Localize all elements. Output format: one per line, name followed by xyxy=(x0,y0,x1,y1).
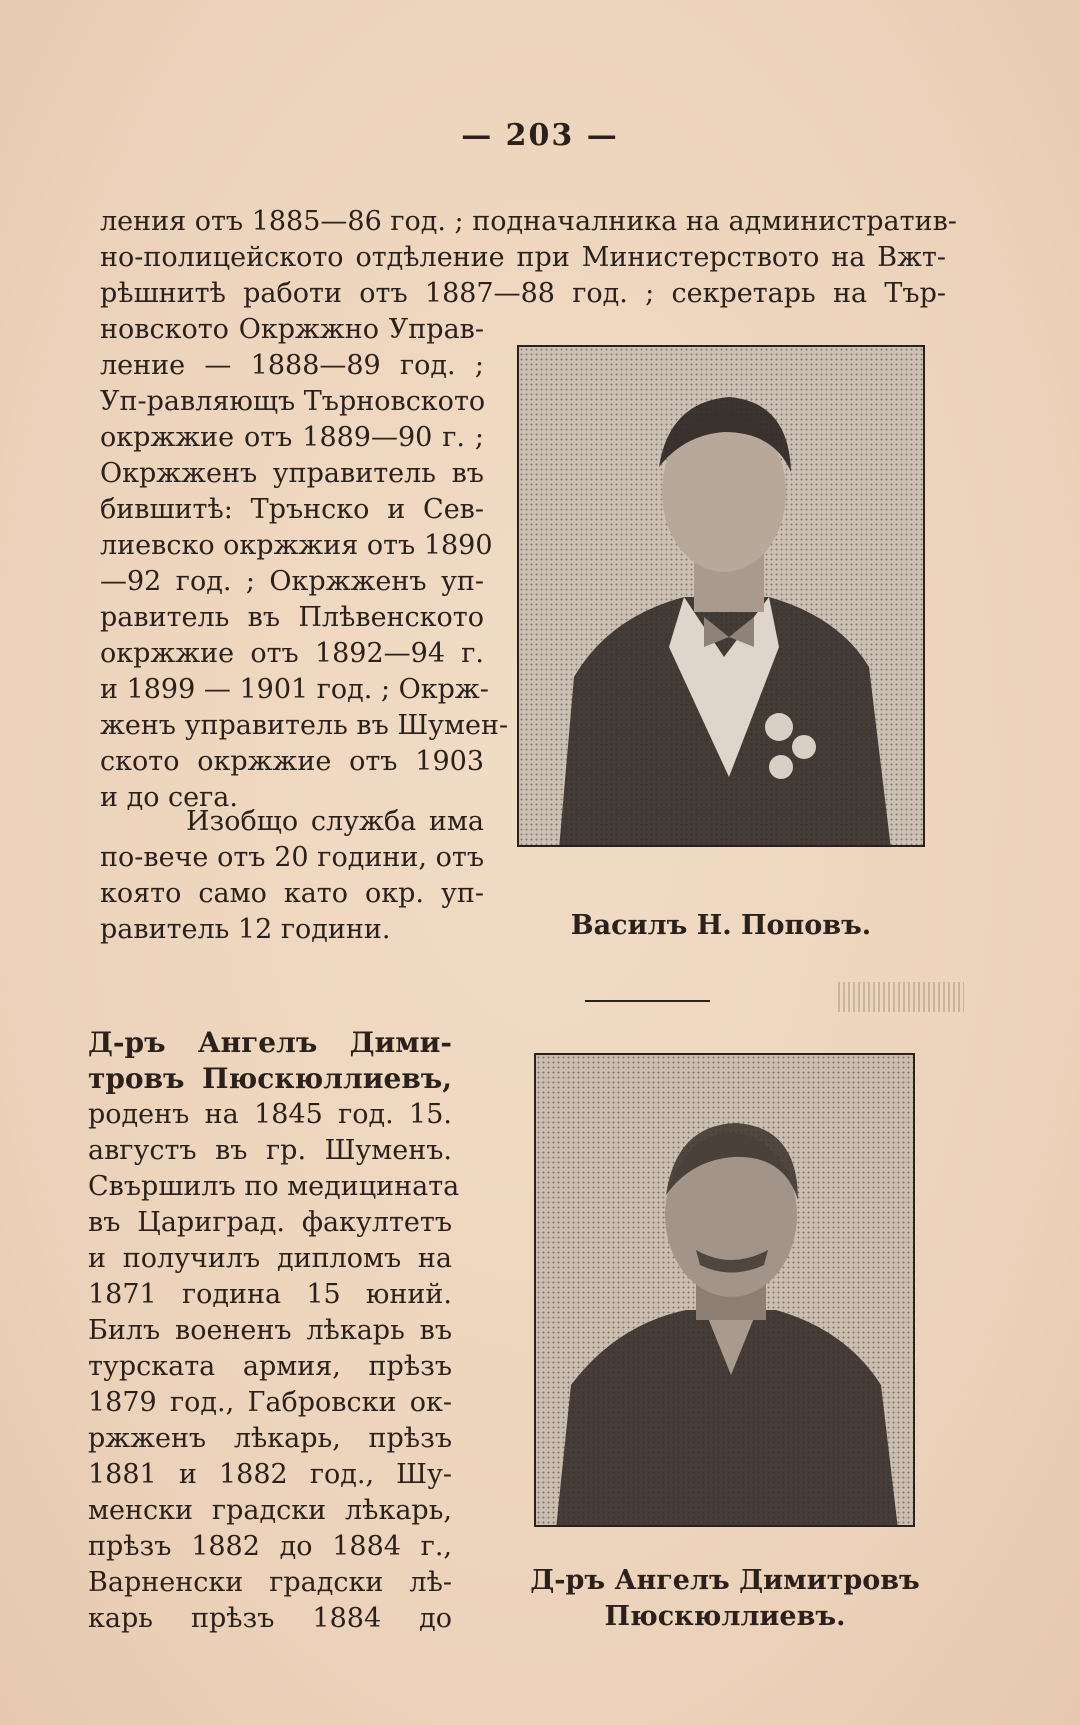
text-line: окржжие отъ 1889—90 г. ; xyxy=(100,422,484,453)
text-line: новското Окржжно Управ- xyxy=(100,314,484,345)
text-line: 1879 год., Габровски ок- xyxy=(88,1387,452,1418)
text-line: турската армия, прѣзъ xyxy=(88,1351,452,1382)
text-line: ржженъ лѣкарь, прѣзъ xyxy=(88,1423,452,1454)
text-line: Билъ воененъ лѣкарь въ xyxy=(88,1315,452,1346)
text-line: окржжие отъ 1892—94 г. xyxy=(100,638,484,669)
text-line: по-вече отъ 20 години, отъ xyxy=(100,842,484,873)
text-line: и получилъ дипломъ на xyxy=(88,1243,452,1274)
portrait-photo xyxy=(517,345,925,847)
text-line: тровъ Пюскюллиевъ, xyxy=(88,1062,452,1095)
photo-caption: Д-ръ Ангелъ Димитровъ xyxy=(530,1565,920,1596)
text-line: карь прѣзъ 1884 до xyxy=(88,1603,452,1634)
text-line: прѣзъ 1882 до 1884 г., xyxy=(88,1531,452,1562)
photo-caption: Пюскюллиевъ. xyxy=(604,1601,846,1632)
text-line: Варненски градски лѣ- xyxy=(88,1567,452,1598)
text-line: Изобщо служба има xyxy=(186,806,484,837)
text-line: роденъ на 1845 год. 15. xyxy=(88,1099,452,1130)
page-number: — 203 — xyxy=(461,118,619,153)
text-line: Свършилъ по медицината xyxy=(88,1171,460,1202)
text-line: Окржженъ управитель въ xyxy=(100,458,484,489)
text-line: ление — 1888—89 год. ; xyxy=(100,350,484,381)
text-line: която само като окр. уп- xyxy=(100,878,484,909)
text-line: августъ въ гр. Шуменъ. xyxy=(88,1135,452,1166)
text-line: женъ управитель въ Шумен- xyxy=(100,710,509,741)
text-line: и 1899 — 1901 год. ; Окрж- xyxy=(100,674,489,705)
text-line: рѣшнитѣ работи отъ 1887—88 год. ; секретарь на Тър- xyxy=(100,278,946,309)
text-line: ления отъ 1885—86 год. ; подначалника на административ- xyxy=(100,206,957,237)
text-line: 1871 година 15 юний. xyxy=(88,1279,452,1310)
text-line: Уп-равляющъ Търновското xyxy=(100,386,486,417)
portrait-photo xyxy=(534,1053,915,1527)
text-line: —92 год. ; Окржженъ уп- xyxy=(100,566,484,597)
text-line: въ Цариград. факултетъ xyxy=(88,1207,452,1238)
text-line: бившитѣ: Трънско и Сев- xyxy=(100,494,484,525)
photo-caption: Василъ Н. Поповъ. xyxy=(570,910,872,941)
text-line: лиевско окржжия отъ 1890 xyxy=(100,530,493,561)
text-line: равитель 12 години. xyxy=(100,914,391,945)
text-line: менски градски лѣкарь, xyxy=(88,1495,452,1526)
text-line: ското окржжие отъ 1903 xyxy=(100,746,484,777)
text-line: 1881 и 1882 год., Шу- xyxy=(88,1459,452,1490)
text-line: Д-ръ Ангелъ Дими- xyxy=(88,1026,452,1059)
text-line: но-полицейското отдѣление при Министерството на Вжт- xyxy=(100,242,946,273)
text-line: и до сега. xyxy=(100,782,238,813)
divider xyxy=(585,1000,710,1002)
text-line: равитель въ Плѣвенското xyxy=(100,602,484,633)
print-smudge xyxy=(838,982,964,1012)
